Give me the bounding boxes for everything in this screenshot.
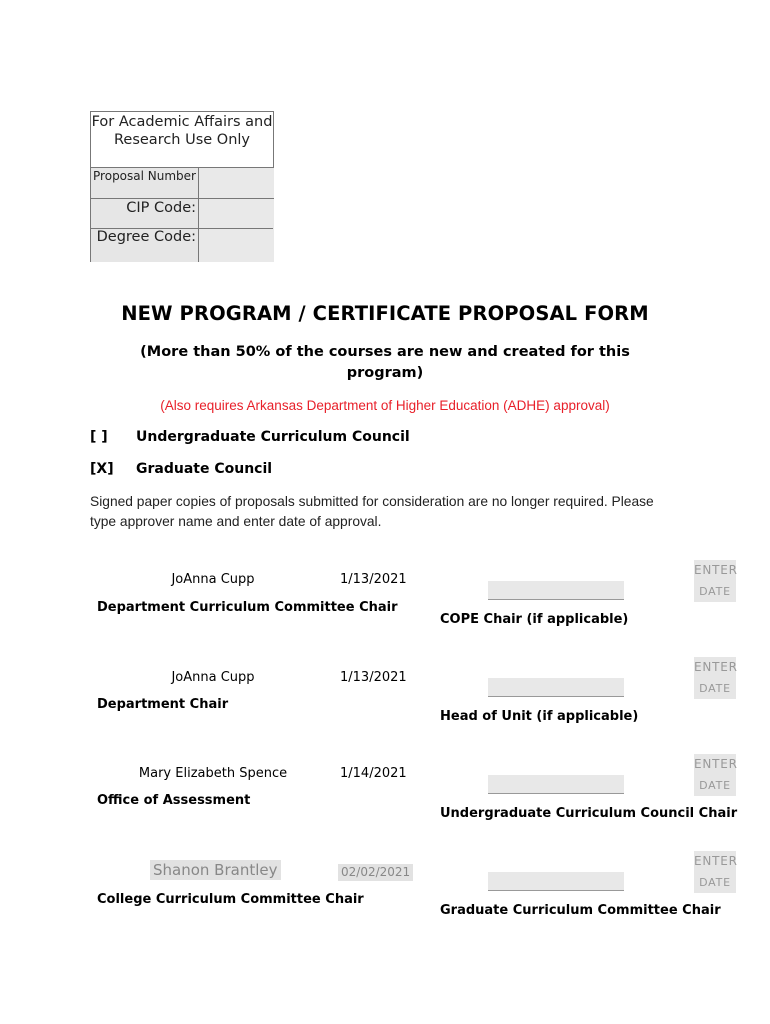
signature-line: [488, 696, 624, 697]
academic-affairs-use-box: [90, 111, 274, 262]
cip-code-row: [91, 198, 273, 229]
role-label: Head of Unit (if applicable): [440, 709, 639, 724]
approver-name-field[interactable]: [488, 581, 624, 599]
enter-date-line2: DATE: [699, 779, 731, 792]
cip-code-field[interactable]: [198, 199, 274, 229]
signature-name-field[interactable]: JoAnna Cupp: [171, 572, 255, 587]
enter-date-field[interactable]: [694, 851, 736, 893]
proposal-number-field[interactable]: [198, 168, 274, 198]
signature-name-field[interactable]: JoAnna Cupp: [171, 670, 255, 685]
degree-code-row: [91, 228, 273, 262]
role-label: Office of Assessment: [97, 793, 251, 808]
role-label: Undergraduate Curriculum Council Chair: [440, 806, 738, 821]
role-label: College Curriculum Committee Chair: [97, 892, 364, 907]
instructions-text: Signed paper copies of proposals submitted for consideration are no longer required. Please type approver name and enter date of approval.: [90, 494, 654, 529]
form-title: NEW PROGRAM / CERTIFICATE PROPOSAL FORM: [121, 302, 649, 325]
enter-date-line1: ENTER: [694, 660, 738, 674]
use-box-heading: For Academic Affairs and Research Use Only: [91, 114, 273, 148]
proposal-number-label: Proposal Number: [93, 169, 196, 183]
cip-code-label: CIP Code:: [126, 200, 196, 216]
graduate-council-label: Graduate Council: [136, 461, 273, 477]
graduate-council-checkbox[interactable]: [X]: [90, 461, 114, 477]
signature-date-field[interactable]: 02/02/2021: [338, 864, 413, 881]
role-label: Department Curriculum Committee Chair: [97, 600, 398, 615]
signature-name-field[interactable]: Shanon Brantley: [150, 860, 281, 880]
enter-date-line2: DATE: [699, 876, 731, 889]
degree-code-label: Degree Code:: [96, 229, 196, 245]
enter-date-line2: DATE: [699, 682, 731, 695]
enter-date-field[interactable]: [694, 657, 736, 699]
ucc-label: Undergraduate Curriculum Council: [136, 429, 410, 445]
role-label: Graduate Curriculum Committee Chair: [440, 903, 721, 918]
signature-line: [488, 793, 624, 794]
form-subtitle: (More than 50% of the courses are new and created for this program): [140, 344, 630, 381]
signature-date-field[interactable]: 1/13/2021: [340, 572, 407, 587]
role-label: COPE Chair (if applicable): [440, 612, 629, 627]
role-label: Department Chair: [97, 697, 229, 712]
enter-date-line1: ENTER: [694, 563, 738, 577]
approver-name-field[interactable]: [488, 775, 624, 793]
signature-line: [488, 890, 624, 891]
signature-name-field[interactable]: Mary Elizabeth Spence: [138, 766, 288, 781]
degree-code-field[interactable]: [198, 229, 274, 262]
approver-name-field[interactable]: [488, 678, 624, 696]
signature-line: [488, 599, 624, 600]
enter-date-field[interactable]: [694, 560, 736, 602]
signature-date-field[interactable]: 1/14/2021: [340, 766, 407, 781]
ucc-checkbox[interactable]: [ ]: [90, 429, 108, 445]
enter-date-line1: ENTER: [694, 854, 738, 868]
enter-date-line2: DATE: [699, 585, 731, 598]
signature-date-field[interactable]: 1/13/2021: [340, 670, 407, 685]
enter-date-line1: ENTER: [694, 757, 738, 771]
adhe-approval-note: (Also requires Arkansas Department of Higher Education (ADHE) approval): [160, 398, 610, 413]
enter-date-field[interactable]: [694, 754, 736, 796]
approver-name-field[interactable]: [488, 872, 624, 890]
proposal-number-row: [91, 167, 273, 198]
